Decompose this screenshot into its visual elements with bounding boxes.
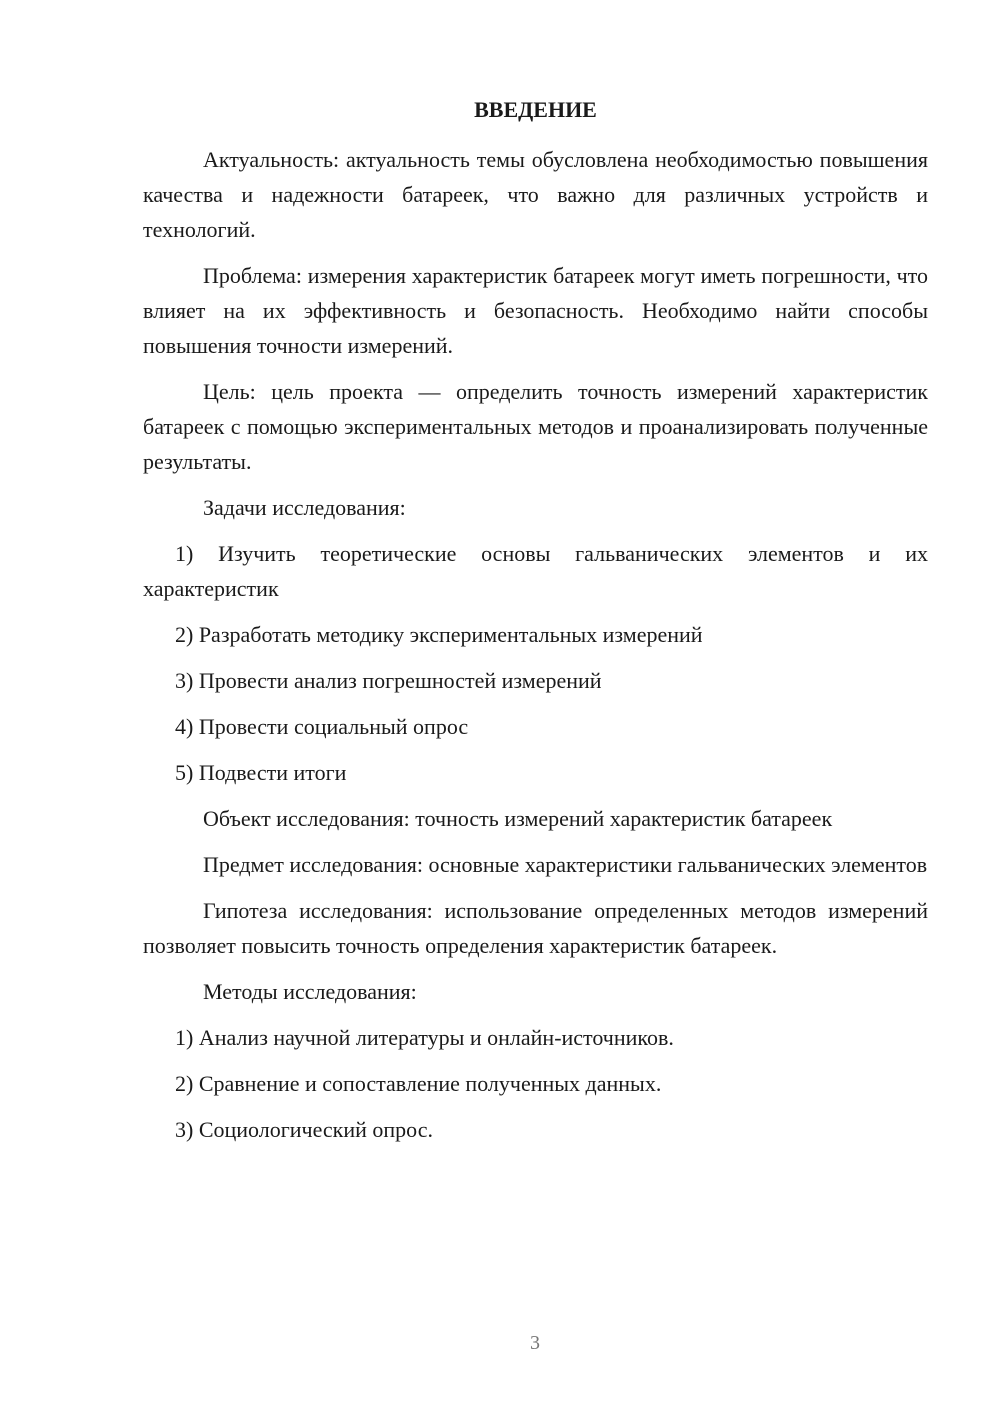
method-item-2: 2) Сравнение и сопоставление полученных данных. [175,1071,662,1096]
task-item-4: 4) Провести социальный опрос [175,714,469,739]
task-item-5: 5) Подвести итоги [175,760,347,785]
task-item-1: 1) Изучить теоретические основы гальванических элементов и их характеристик [143,541,928,601]
paragraph-object: Объект исследования: точность измерений характеристик батареек [203,806,833,831]
methods-heading: Методы исследования: [203,979,417,1004]
paragraph-problem: Проблема: измерения характеристик батареек могут иметь погрешности, что влияет на их эффективность и безопасность. Необходимо найти способы повышения точности измерений. [143,263,928,358]
task-item-2: 2) Разработать методику экспериментальных измерений [175,622,703,647]
page-title: ВВЕДЕНИЕ [474,97,597,122]
method-item-3: 3) Социологический опрос. [175,1117,433,1142]
task-item-3: 3) Провести анализ погрешностей измерений [175,668,602,693]
tasks-heading: Задачи исследования: [203,495,406,520]
document-page [143,92,928,1158]
method-item-1: 1) Анализ научной литературы и онлайн-источников. [175,1025,674,1050]
paragraph-hypothesis: Гипотеза исследования: использование определенных методов измерений позволяет повысить точность определения характеристик батареек. [143,898,928,958]
page-number: 3 [530,1332,540,1354]
paragraph-subject: Предмет исследования: основные характеристики гальванических элементов [203,852,928,877]
paragraph-relevance: Актуальность: актуальность темы обусловлена необходимостью повышения качества и надежности батареек, что важно для различных устройств и технологий. [143,147,928,242]
paragraph-goal: Цель: цель проекта — определить точность измерений характеристик батареек с помощью экспериментальных методов и проанализировать полученные результаты. [143,379,928,474]
